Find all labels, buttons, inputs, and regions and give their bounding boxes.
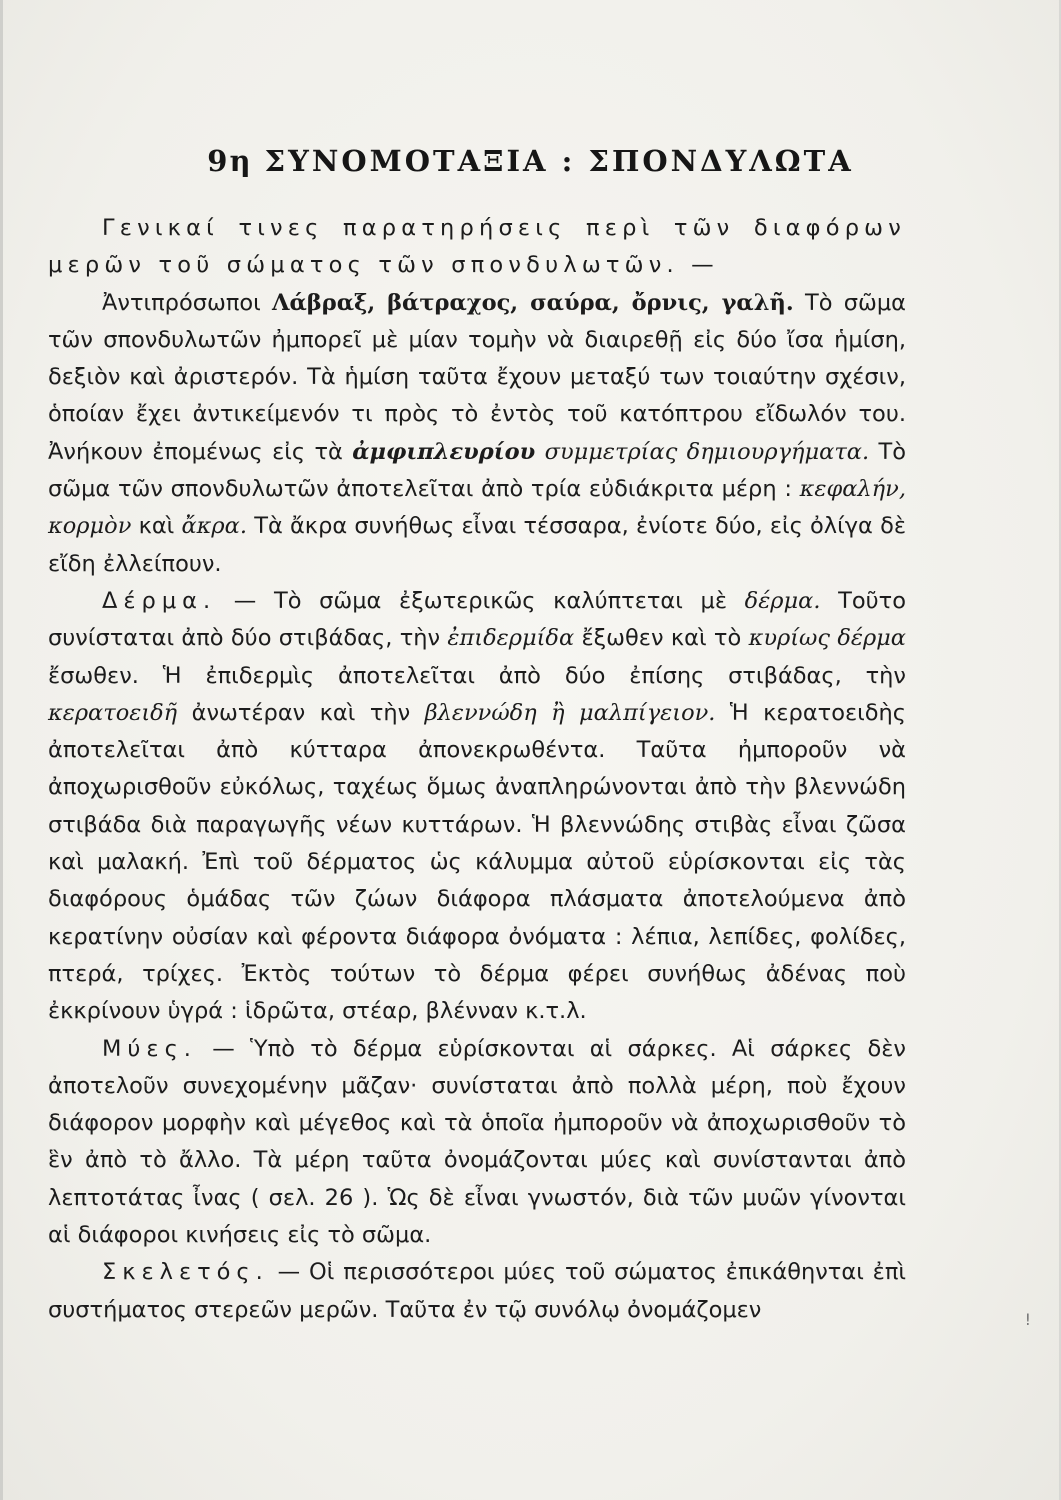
term-blennodi: βλεννώδη ἢ μαλπίγειον. (424, 699, 716, 726)
text-run: Ἀντιπρόσωποι (102, 289, 273, 316)
term-body-parts: κεφαλήν, κορμὸν (48, 476, 906, 540)
section-heading-myes: Μύες. (102, 1035, 197, 1062)
text-run: ἔξωθεν καὶ τὸ (574, 625, 749, 652)
term-epidermida: ἐπιδερμίδα (447, 625, 575, 652)
text-run: — Οἱ περισσότεροι μύες τοῦ σώματος ἐπικάθηνται ἐπὶ συστήματος στερεῶν μερῶν. Ταῦτα ἐν τῷ συνόλῳ ὀνομάζομεν (48, 1259, 906, 1323)
chapter-number: 9η (207, 144, 253, 178)
representative-animals: Λάβραξ, βάτραχος, σαύρα, ὄρνις, γαλῆ. (272, 289, 794, 316)
text-run: Ἡ κερατοειδὴς ἀποτελεῖται ἀπὸ κύτταρα ἀπονεκρωθέντα. Ταῦτα ἠμποροῦν νὰ ἀποχωρισθοῦν εὐκόλως, ταχέως ὅμως ἀναπληρώνονται ἀπὸ τὴν βλεννώδη στιβάδα διὰ παραγωγῆς νέων κυττάρων. Ἡ βλεννώδης στιβὰς εἶναι ζῶσα καὶ μαλακή. Ἐπὶ τοῦ δέρματος ὡς κάλυμμα αὐτοῦ εὑρίσκονται εἰς τὰς διαφόρους ὁμάδας τῶν ζώων διάφορα πλάσματα ἀποτελούμενα ἀπὸ κερατίνην οὐσίαν καὶ φέροντα διάφορα ὀνόματα : λέπια, λεπίδες, φολίδες, πτερά, τρίχες. Ἐκτὸς τούτων τὸ δέρμα φέρει συνήθως ἀδένας ποὺ ἐκκρίνουν ὑγρά : ἱδρῶτα, στέαρ, βλένναν κ.τ.λ. (48, 699, 906, 1025)
body-text (48, 210, 906, 1329)
term-symmetrias: συμμετρίας δημιουργήματα. (544, 438, 870, 465)
term-keratoeidi: κερατοειδῆ (48, 699, 178, 726)
page-left-edge (0, 0, 3, 1500)
margin-mark: ! (1024, 1310, 1031, 1329)
paragraph-muscles (48, 1031, 906, 1255)
text-run: — Τὸ σῶμα ἐξωτερικῶς καλύπτεται μὲ (216, 587, 745, 614)
term-amphipleuriou: ἀμφιπλευρίου (352, 438, 536, 465)
chapter-name: ΣΥΝΟΜΟΤΑΞΙΑ : ΣΠΟΝΔΥΛΩΤΑ (264, 144, 854, 178)
text-run: καὶ (131, 513, 182, 540)
section-heading-skeletos: Σκελετός. (102, 1259, 269, 1286)
paragraph-representatives (48, 285, 906, 583)
text-run: Τοῦτο συνίσταται ἀπὸ δύο στιβάδας, τὴν (48, 587, 906, 652)
text-run: — Ὑπὸ τὸ δέρμα εὑρίσκονται αἱ σάρκες. Αἱ σάρκες δὲν ἀποτελοῦν συνεχομένην μᾶζαν· συνίσταται ἀπὸ πολλὰ μέρη, ποὺ ἔχουν διάφορον μορφὴν καὶ μέγεθος καὶ τὰ ὁποῖα ἠμποροῦν νὰ ἀποχωρισθοῦν τὸ ἓν ἀπὸ τὸ ἄλλο. Τὰ μέρη ταῦτα ὀνομάζονται μύες καὶ συνίστανται ἀπὸ λεπτοτάτας ἶνας ( σελ. 26 ). Ὡς δὲ εἶναι γνωστόν, διὰ τῶν μυῶν γίνονται αἱ διάφοροι κινήσεις εἰς τὸ σῶμα. (48, 1035, 906, 1249)
term-akra: ἄκρα. (181, 513, 248, 540)
term-derma: δέρμα. (744, 587, 821, 614)
text-run: Τὸ σῶμα τῶν σπονδυλωτῶν ἀποτελεῖται ἀπὸ τρία εὐδιάκριτα μέρη : (48, 438, 906, 503)
text-run: ἔσωθεν. Ἡ ἐπιδερμὶς ἀποτελεῖται ἀπὸ δύο ἐπίσης στιβάδας, τὴν (48, 662, 906, 689)
text-run (535, 439, 544, 465)
chapter-title (0, 144, 1061, 178)
paragraph-skeleton (48, 1254, 906, 1329)
paragraph-skin (48, 583, 906, 1031)
section-heading-derma: Δέρμα. (102, 587, 217, 614)
text-run: Τὰ ἄκρα συνήθως εἶναι τέσσαρα, ἐνίοτε δύο, εἰς ὀλίγα δὲ εἴδη ἐλλείπουν. (48, 513, 907, 577)
term-kyrios-derma: κυρίως δέρμα (748, 625, 906, 652)
text-run: Τὸ σῶμα τῶν σπονδυλωτῶν ἠμπορεῖ μὲ μίαν τομὴν νὰ διαιρεθῇ εἰς δύο ἴσα ἡμίση, δεξιὸν καὶ ἀριστερόν. Τὰ ἡμίση ταῦτα ἔχουν μεταξύ των τοιαύτην σχέσιν, ὁποίαν ἔχει ἀντικείμενόν τι πρὸς τὸ ἐντὸς τοῦ κατόπτρου εἴδωλόν του. Ἀνήκουν ἐπομένως εἰς τὰ (48, 289, 906, 465)
intro-paragraph (48, 210, 906, 285)
text-run: ἀνωτέραν καὶ τὴν (177, 699, 425, 726)
intro-heading: Γενικαί τινες παρατηρήσεις περὶ τῶν διαφόρων μερῶν τοῦ σώματος τῶν σπονδυλωτῶν. — (48, 215, 906, 279)
